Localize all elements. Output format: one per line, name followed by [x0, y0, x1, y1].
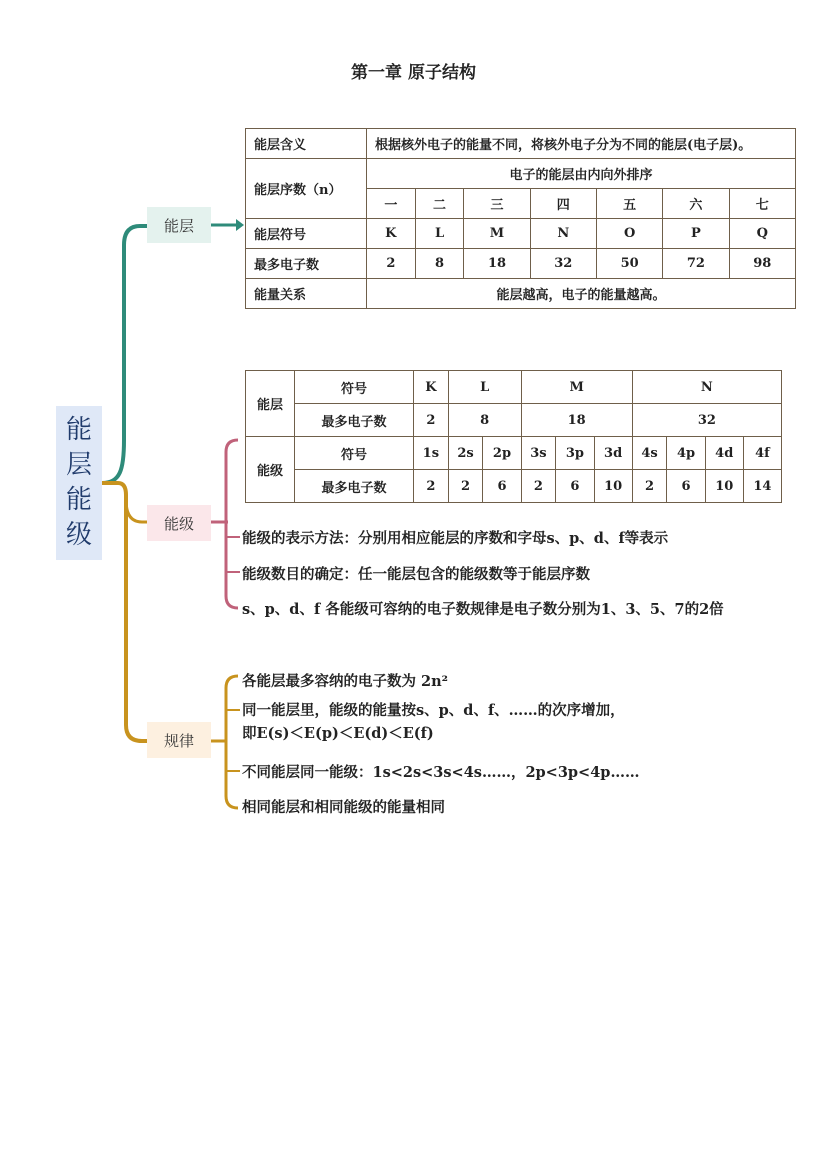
- table-label: 能层序数（n）: [246, 159, 367, 219]
- table-cell: 3d: [594, 437, 632, 470]
- table-cell: 50: [596, 249, 662, 279]
- branch-rules: 规律: [147, 722, 211, 758]
- table-cell: 七: [729, 189, 795, 219]
- rule-item: 不同能层同一能级：1s<2s<3s<4s……，2p<3p<4p……: [242, 764, 640, 781]
- table-cell: 32: [530, 249, 596, 279]
- table-cell: 18: [521, 404, 632, 437]
- table-cell: N: [632, 371, 781, 404]
- bracket-rules: [226, 676, 238, 808]
- table-label: 最多电子数: [246, 249, 367, 279]
- table-cell: Q: [729, 219, 795, 249]
- table-cell: 2: [632, 470, 667, 503]
- energy-level-table: [245, 370, 782, 503]
- table-cell: 2p: [483, 437, 521, 470]
- table-cell: 三: [464, 189, 530, 219]
- energy-layer-table: [245, 128, 796, 309]
- table-cell: 根据核外电子的能量不同，将核外电子分为不同的能层(电子层)。: [367, 129, 796, 159]
- table-cell: 10: [594, 470, 632, 503]
- arrow-table1: [236, 219, 244, 231]
- table-cell: 2: [367, 249, 416, 279]
- connector-energy-level: [126, 500, 147, 522]
- table-cell: 8: [448, 404, 521, 437]
- branch-energy-level: 能级: [147, 505, 211, 541]
- table-cell: L: [448, 371, 521, 404]
- rule-item: 同一能层里，能级的能量按s、p、d、f、……的次序增加， 即E(s)＜E(p)＜E(d)＜E(f): [242, 702, 625, 742]
- table-cell: K: [367, 219, 416, 249]
- table-cell: 电子的能层由内向外排序: [367, 159, 796, 189]
- table-cell: 3p: [556, 437, 594, 470]
- table-cell: 一: [367, 189, 416, 219]
- table-label: 能层符号: [246, 219, 367, 249]
- table-cell: O: [596, 219, 662, 249]
- table-label: 最多电子数: [295, 470, 414, 503]
- table-cell: 2: [414, 470, 449, 503]
- table-cell: 1s: [414, 437, 449, 470]
- table-cell: 6: [667, 470, 705, 503]
- table-cell: 2: [448, 470, 483, 503]
- table-cell: P: [663, 219, 729, 249]
- table-label: 符号: [295, 437, 414, 470]
- table-cell: 10: [705, 470, 743, 503]
- table-cell: 六: [663, 189, 729, 219]
- table-cell: N: [530, 219, 596, 249]
- table-cell: 4f: [743, 437, 781, 470]
- table-cell: 32: [632, 404, 781, 437]
- table-cell: 4s: [632, 437, 667, 470]
- table-cell: 二: [415, 189, 464, 219]
- level-note: s、p、d、f 各能级可容纳的电子数规律是电子数分别为1、3、5、7的2倍: [242, 601, 724, 618]
- table-cell: 4p: [667, 437, 705, 470]
- table-label: 能级: [246, 437, 295, 503]
- table-cell: 五: [596, 189, 662, 219]
- bracket-level-curve: [226, 440, 238, 608]
- table-cell: 8: [415, 249, 464, 279]
- table-cell: 6: [556, 470, 594, 503]
- table-cell: K: [414, 371, 449, 404]
- level-note: 能级数目的确定：任一能层包含的能级数等于能层序数: [242, 566, 590, 583]
- table-label: 符号: [295, 371, 414, 404]
- table-cell: 18: [464, 249, 530, 279]
- table-label: 能层含义: [246, 129, 367, 159]
- table-cell: 3s: [521, 437, 556, 470]
- table-cell: 4d: [705, 437, 743, 470]
- page-title: 第一章 原子结构: [351, 63, 476, 83]
- table-cell: 2s: [448, 437, 483, 470]
- table-cell: 6: [483, 470, 521, 503]
- root-node: 能 层 能 级: [56, 406, 102, 560]
- rule-item: 相同能层和相同能级的能量相同: [242, 799, 445, 816]
- table-cell: M: [464, 219, 530, 249]
- level-note: 能级的表示方法：分别用相应能层的序数和字母s、p、d、f等表示: [242, 530, 669, 547]
- table-cell: 14: [743, 470, 781, 503]
- table-cell: M: [521, 371, 632, 404]
- branch-energy-layer: 能层: [147, 207, 211, 243]
- table-cell: 2: [521, 470, 556, 503]
- connector-energy-layer: [102, 226, 147, 483]
- table-cell: 2: [414, 404, 449, 437]
- table-cell: 98: [729, 249, 795, 279]
- table-cell: 能层越高，电子的能量越高。: [367, 279, 796, 309]
- table-cell: 72: [663, 249, 729, 279]
- table-label: 能层: [246, 371, 295, 437]
- table-cell: 四: [530, 189, 596, 219]
- table-cell: L: [415, 219, 464, 249]
- rule-item: 各能层最多容纳的电子数为 2n²: [242, 673, 449, 690]
- table-label: 最多电子数: [295, 404, 414, 437]
- table-label: 能量关系: [246, 279, 367, 309]
